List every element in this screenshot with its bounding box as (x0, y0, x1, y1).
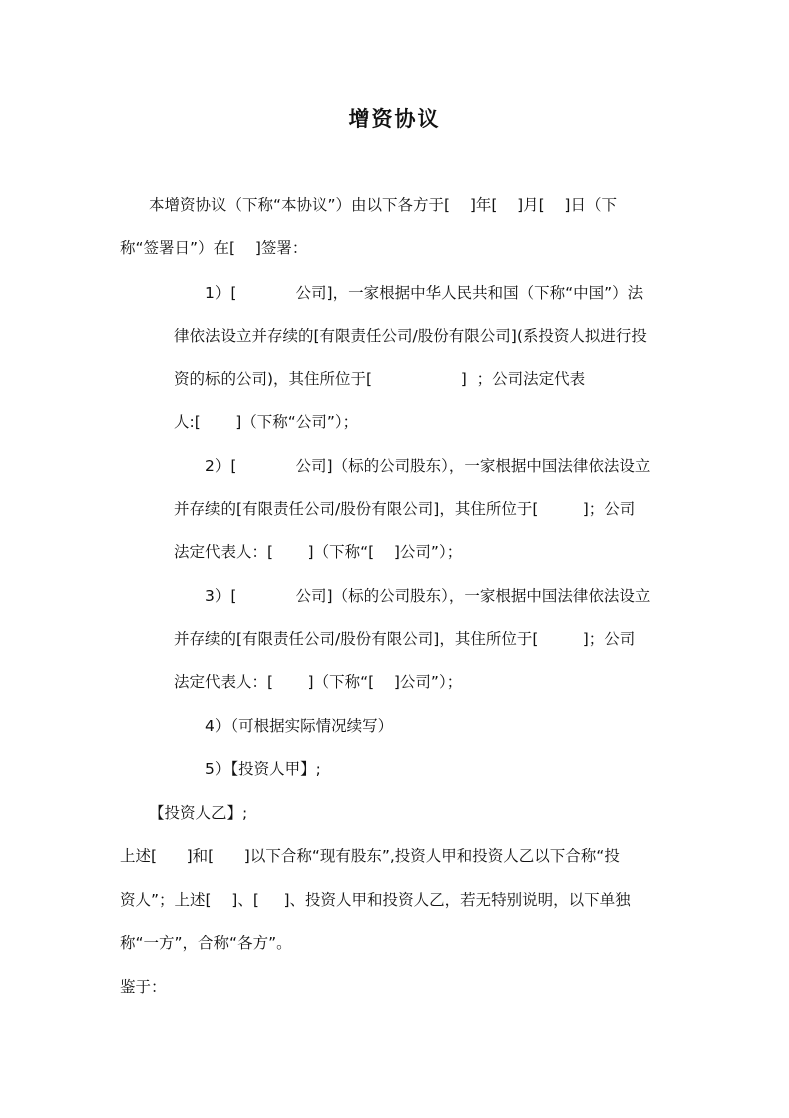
summary-line-2: 资人”；上述[ ]、[ ]、投资人甲和投资人乙，若无特别说明，以下单独 (120, 891, 631, 909)
party3-line-2: 并存续的[有限责任公司/股份有限公司]，其住所位于[ ]；公司 (174, 630, 636, 648)
investor-b-line: 【投资人乙】; (149, 804, 248, 822)
party2-line-1: 2）[ 公司]（标的公司股东），一家根据中国法律依法设立 (205, 457, 651, 475)
party1-line-2: 律依法设立并存续的[有限责任公司/股份有限公司](系投资人拟进行投 (174, 327, 647, 345)
party3-line-3: 法定代表人：[ ]（下称“[ ]公司”）； (174, 673, 463, 691)
whereas-line: 鉴于： (120, 978, 167, 996)
party1-line-4: 人:[ ]（下称“公司”）； (174, 413, 359, 431)
party5-line: 5）【投资人甲】; (205, 760, 321, 778)
party2-line-3: 法定代表人：[ ]（下称“[ ]公司”）； (174, 543, 463, 561)
summary-line-1: 上述[ ]和[ ]以下合称“现有股东”,投资人甲和投资人乙以下合称“投 (120, 847, 620, 865)
party2-line-2: 并存续的[有限责任公司/股份有限公司]，其住所位于[ ]；公司 (174, 500, 636, 518)
intro-line-2: 称“签署日”）在[ ]签署： (120, 239, 308, 257)
summary-line-3: 称“一方”，合称“各方”。 (120, 934, 292, 952)
party4-line: 4）（可根据实际情况续写） (205, 717, 394, 735)
document-title: 增资协议 (348, 106, 441, 131)
party1-line-1: 1）[ 公司]，一家根据中华人民共和国（下称“中国”）法 (205, 284, 644, 302)
intro-line-1: 本增资协议（下称“本协议”）由以下各方于[ ]年[ ]月[ ]日（下 (149, 196, 617, 214)
party3-line-1: 3）[ 公司]（标的公司股东），一家根据中国法律依法设立 (205, 587, 651, 605)
party1-line-3: 资的标的公司)，其住所位于[ ] ；公司法定代表 (174, 370, 586, 388)
